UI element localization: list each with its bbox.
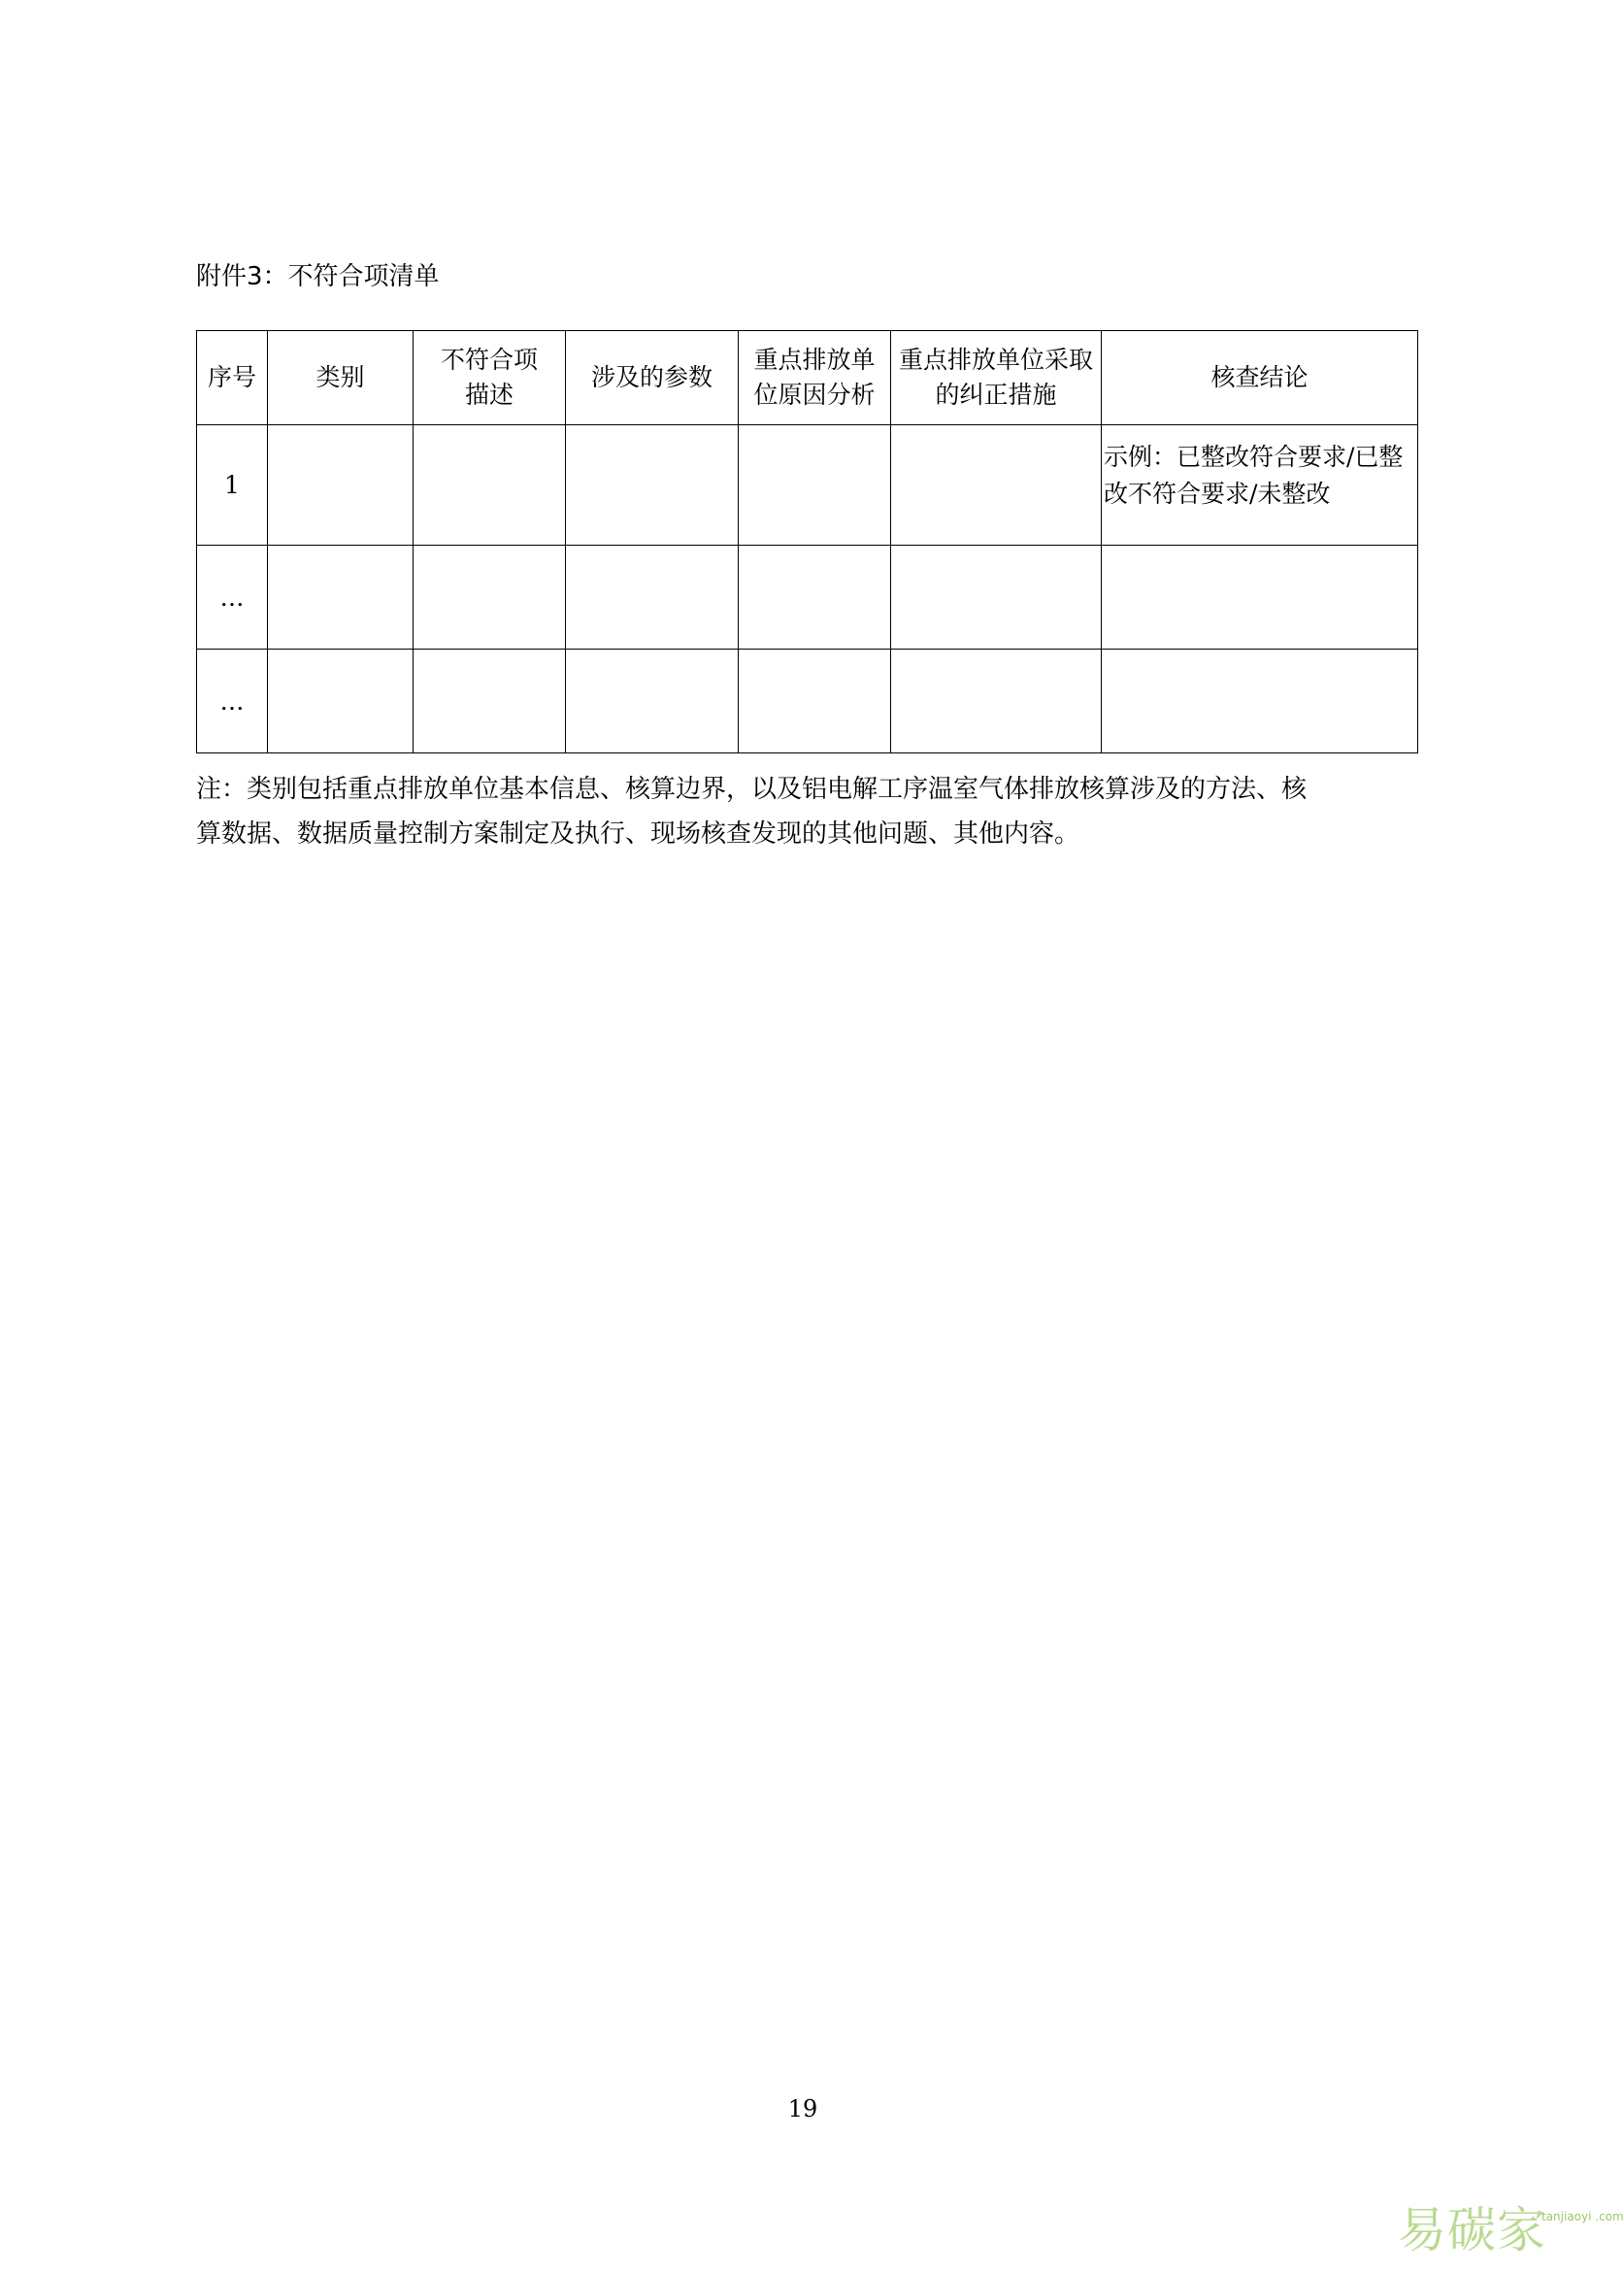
row-conclusion xyxy=(1102,650,1418,753)
table-note xyxy=(196,767,1419,856)
table-row xyxy=(197,546,1418,650)
table-header-row xyxy=(197,331,1418,425)
header-seq: 序号 xyxy=(197,331,268,425)
table-row xyxy=(197,650,1418,753)
row-category xyxy=(268,425,414,546)
row-description xyxy=(414,650,566,753)
row-measures xyxy=(891,650,1102,753)
watermark-logo-text: 易碳家 xyxy=(1398,2202,1546,2258)
row-description xyxy=(414,546,566,650)
note-line-1: 注：类别包括重点排放单位基本信息、核算边界，以及铝电解工序温室气体排放核算涉及的方法、核 xyxy=(196,775,1308,804)
row-parameters xyxy=(566,425,739,546)
row-measures xyxy=(891,425,1102,546)
page-heading: 附件3：不符合项清单 xyxy=(196,262,440,291)
row-category xyxy=(268,546,414,650)
row-parameters xyxy=(566,650,739,753)
watermark-sub-text: tanjiaoyi .com xyxy=(1541,2210,1624,2223)
row-measures xyxy=(891,546,1102,650)
row-cause xyxy=(739,650,891,753)
row-seq: 1 xyxy=(197,425,268,546)
header-nonconformity-description: 不符合项 描述 xyxy=(414,331,566,425)
header-cause-analysis: 重点排放单 位原因分析 xyxy=(739,331,891,425)
note-line-2: 算数据、数据质量控制方案制定及执行、现场核查发现的其他问题、其他内容。 xyxy=(196,819,1080,849)
nonconformity-table xyxy=(196,330,1418,753)
row-conclusion: 示例：已整改符合要求/已整 改不符合要求/未整改 xyxy=(1102,425,1418,546)
row-conclusion xyxy=(1102,546,1418,650)
table-row xyxy=(197,425,1418,546)
header-parameters: 涉及的参数 xyxy=(566,331,739,425)
header-conclusion: 核查结论 xyxy=(1102,331,1418,425)
row-cause xyxy=(739,546,891,650)
page-number: 19 xyxy=(787,2095,818,2122)
header-corrective-measures: 重点排放单位采取 的纠正措施 xyxy=(891,331,1102,425)
row-seq: … xyxy=(197,546,268,650)
header-category: 类别 xyxy=(268,331,414,425)
row-seq: … xyxy=(197,650,268,753)
row-parameters xyxy=(566,546,739,650)
row-cause xyxy=(739,425,891,546)
row-category xyxy=(268,650,414,753)
row-description xyxy=(414,425,566,546)
watermark-logo xyxy=(1398,2196,1624,2264)
